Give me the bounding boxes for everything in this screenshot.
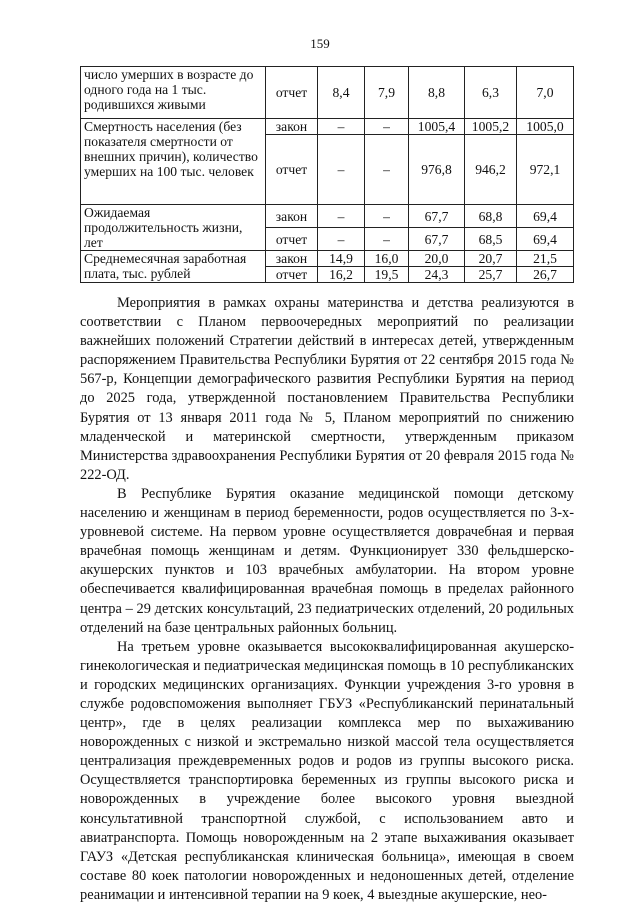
basis-cell: отчет <box>266 135 318 205</box>
value-cell: – <box>318 228 365 251</box>
indicators-table <box>80 66 574 283</box>
basis-cell: закон <box>266 205 318 228</box>
table-row <box>81 205 574 228</box>
paragraph: Мероприятия в рамках охраны материнства и детства реализуются в соответствии с Планом первоочередных мероприятий по реализации важнейших положений Стратегии действий в интересах детей, утвержденным распоряжением Правительства Республики Бурятия от 22 сентября 2015 года № 567-р, Концепции демографического развития Республики Бурятия на период до 2025 года, утвержденной постановлением Правительства Республики Бурятия от 13 января 2011 года № 5, Планом мероприятий по снижению младенческой и материнской смертности, утвержденным приказом Министерства здравоохранения Республики Бурятия от 20 февраля 2015 года № 222-ОД. <box>80 295 574 483</box>
value-cell: 946,2 <box>465 135 517 205</box>
value-cell: – <box>365 135 409 205</box>
indicator-cell: Смертность населения (без показателя смертности от внешних причин), количество умерших на 100 тыс. человек <box>81 119 266 205</box>
basis-cell: отчет <box>266 67 318 119</box>
basis-cell: закон <box>266 119 318 135</box>
value-cell: – <box>318 119 365 135</box>
value-cell: 19,5 <box>365 267 409 283</box>
value-cell: 7,0 <box>517 67 574 119</box>
value-cell: – <box>365 228 409 251</box>
indicator-cell: число умерших в возрасте до одного года на 1 тыс. родившихся живыми <box>81 67 266 119</box>
value-cell: 8,4 <box>318 67 365 119</box>
value-cell: – <box>365 119 409 135</box>
value-cell: 25,7 <box>465 267 517 283</box>
value-cell: 20,0 <box>409 251 465 267</box>
body-text <box>80 294 574 905</box>
page-number: 159 <box>310 36 330 51</box>
value-cell: 8,8 <box>409 67 465 119</box>
table-row <box>81 119 574 135</box>
value-cell: 26,7 <box>517 267 574 283</box>
value-cell: 16,2 <box>318 267 365 283</box>
value-cell: 976,8 <box>409 135 465 205</box>
value-cell: 1005,2 <box>465 119 517 135</box>
value-cell: 67,7 <box>409 205 465 228</box>
value-cell: – <box>318 205 365 228</box>
value-cell: 14,9 <box>318 251 365 267</box>
paragraph: На третьем уровне оказывается высококвалифицированная акушерско-гинекологическая и педиатрическая медицинская помощь в 10 республиканских и городских медицинских организациях. Функции учреждения 3-го уровня в службе родовспоможения выполняет ГБУЗ «Республиканский перинатальный центр», где в целях реализации комплекса мер по выхаживанию новорожденных с низкой и экстремально низкой массой тела осуществляется централизация преждевременных родов и родов из группы высокого риска. Осуществляется транспортировка беременных из группы высокого риска и новорожденных в учреждение более высокого уровня выездной консультативной транспортной службой, с использованием авто и авиатранспорта. Помощь новорожденным на 2 этапе выхаживания оказывает ГАУЗ «Детская республиканская клиническая больница», имеющая в своем составе 80 коек патологии новорожденных и недоношенных детей, отделение реанимации и интенсивной терапии на 9 коек, 4 выездные акушерские, нео- <box>80 638 574 903</box>
value-cell: 7,9 <box>365 67 409 119</box>
table-row <box>81 67 574 119</box>
value-cell: 16,0 <box>365 251 409 267</box>
basis-cell: отчет <box>266 267 318 283</box>
basis-cell: отчет <box>266 228 318 251</box>
basis-cell: закон <box>266 251 318 267</box>
indicator-cell: Ожидаемая продолжительность жизни, лет <box>81 205 266 251</box>
value-cell: 69,4 <box>517 205 574 228</box>
table-row <box>81 251 574 267</box>
value-cell: 972,1 <box>517 135 574 205</box>
value-cell: – <box>365 205 409 228</box>
value-cell: 20,7 <box>465 251 517 267</box>
value-cell: 67,7 <box>409 228 465 251</box>
indicator-cell: Среднемесячная заработная плата, тыс. рублей <box>81 251 266 283</box>
value-cell: 24,3 <box>409 267 465 283</box>
value-cell: 6,3 <box>465 67 517 119</box>
value-cell: – <box>318 135 365 205</box>
value-cell: 68,5 <box>465 228 517 251</box>
paragraph: В Республике Бурятия оказание медицинской помощи детскому населению и женщинам в период беременности, родов осуществляется по 3-х-уровневой системе. На первом уровне осуществляется доврачебная и первая врачебная помощь женщинам и детям. Функционирует 330 фельдшерско-акушерских пунктов и 103 врачебных амбулатории. На втором уровне обеспечивается квалифицированная врачебная помощь в пределах районного центра – 29 детских консультаций, 23 педиатрических отделений, 20 родильных отделений на базе центральных районных больниц. <box>80 485 574 636</box>
value-cell: 69,4 <box>517 228 574 251</box>
value-cell: 68,8 <box>465 205 517 228</box>
value-cell: 21,5 <box>517 251 574 267</box>
value-cell: 1005,4 <box>409 119 465 135</box>
value-cell: 1005,0 <box>517 119 574 135</box>
